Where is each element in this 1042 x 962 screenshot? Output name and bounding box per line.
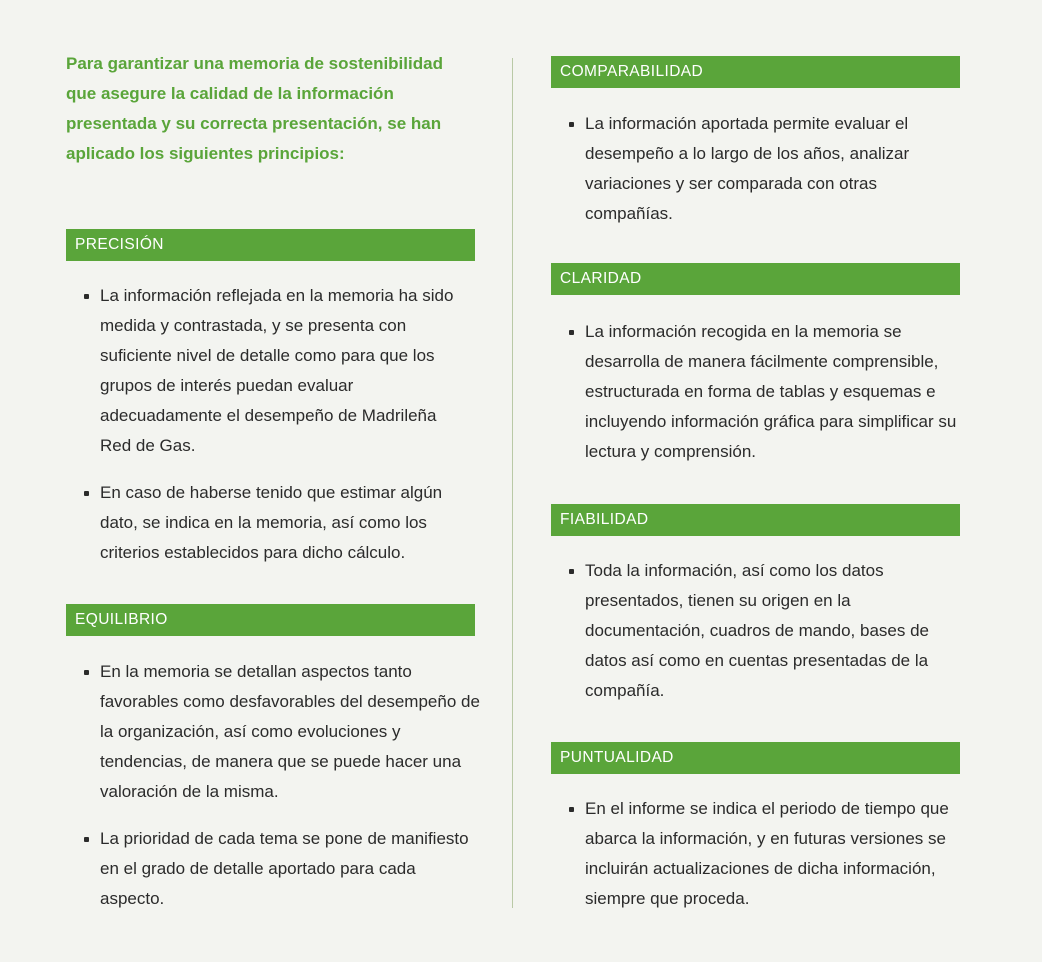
bullet-icon	[84, 670, 89, 675]
list-item-text: La información aportada permite evaluar el desempeño a lo largo de los años, analizar variaciones y ser comparada con otras compañías.	[585, 114, 910, 223]
equilibrio-list	[66, 657, 480, 914]
list-item	[66, 824, 480, 914]
list-item	[551, 317, 963, 467]
intro-text: Para garantizar una memoria de sostenibilidad que asegure la calidad de la información presentada y su correcta presentación, se han aplicado los siguientes principios:	[66, 54, 443, 163]
list-item	[66, 478, 466, 568]
list-item-text: La información recogida en la memoria se desarrolla de manera fácilmente comprensible, estructurada en forma de tablas y esquemas e incluyendo información gráfica para simplificar su lectura y comprensión.	[585, 322, 957, 461]
section-header-fiabilidad: FIABILIDAD	[551, 504, 960, 536]
list-item-text: La información reflejada en la memoria ha sido medida y contrastada, y se presenta con suficiente nivel de detalle como para que los grupos de interés puedan evaluar adecuadamente el desempeño de Madrileña Red de Gas.	[100, 286, 454, 455]
list-item-text: En el informe se indica el periodo de tiempo que abarca la información, y en futuras versiones se incluirán actualizaciones de dicha información, siempre que proceda.	[585, 799, 949, 908]
column-divider	[512, 58, 513, 908]
bullet-icon	[84, 294, 89, 299]
bullet-icon	[569, 807, 574, 812]
section-header-puntualidad: PUNTUALIDAD	[551, 742, 960, 774]
section-header-equilibrio: EQUILIBRIO	[66, 604, 475, 636]
list-item	[551, 556, 951, 706]
bullet-icon	[569, 569, 574, 574]
list-item	[551, 109, 961, 229]
list-item-text: En caso de haberse tenido que estimar algún dato, se indica en la memoria, así como los criterios establecidos para dicho cálculo.	[100, 483, 443, 562]
list-item-text: Toda la información, así como los datos presentados, tienen su origen en la documentación, cuadros de mando, bases de datos así como en cuentas presentadas de la compañía.	[585, 561, 930, 700]
section-header-comparabilidad: COMPARABILIDAD	[551, 56, 960, 88]
section-header-precision: PRECISIÓN	[66, 229, 475, 261]
list-item-text: La prioridad de cada tema se pone de manifiesto en el grado de detalle aportado para cada aspecto.	[100, 829, 469, 908]
list-item	[66, 657, 480, 807]
list-item	[66, 281, 466, 461]
bullet-icon	[84, 491, 89, 496]
list-item	[551, 794, 963, 914]
section-header-claridad: CLARIDAD	[551, 263, 960, 295]
bullet-icon	[569, 330, 574, 335]
precision-list	[66, 281, 466, 568]
list-item-text: En la memoria se detallan aspectos tanto favorables como desfavorables del desempeño de la organización, así como evoluciones y tendencias, de manera que se puede hacer una valoración de la misma.	[100, 662, 480, 801]
puntualidad-list	[551, 794, 963, 914]
claridad-list	[551, 317, 963, 467]
bullet-icon	[84, 837, 89, 842]
fiabilidad-list	[551, 556, 951, 706]
bullet-icon	[569, 122, 574, 127]
comparabilidad-list	[551, 109, 961, 229]
